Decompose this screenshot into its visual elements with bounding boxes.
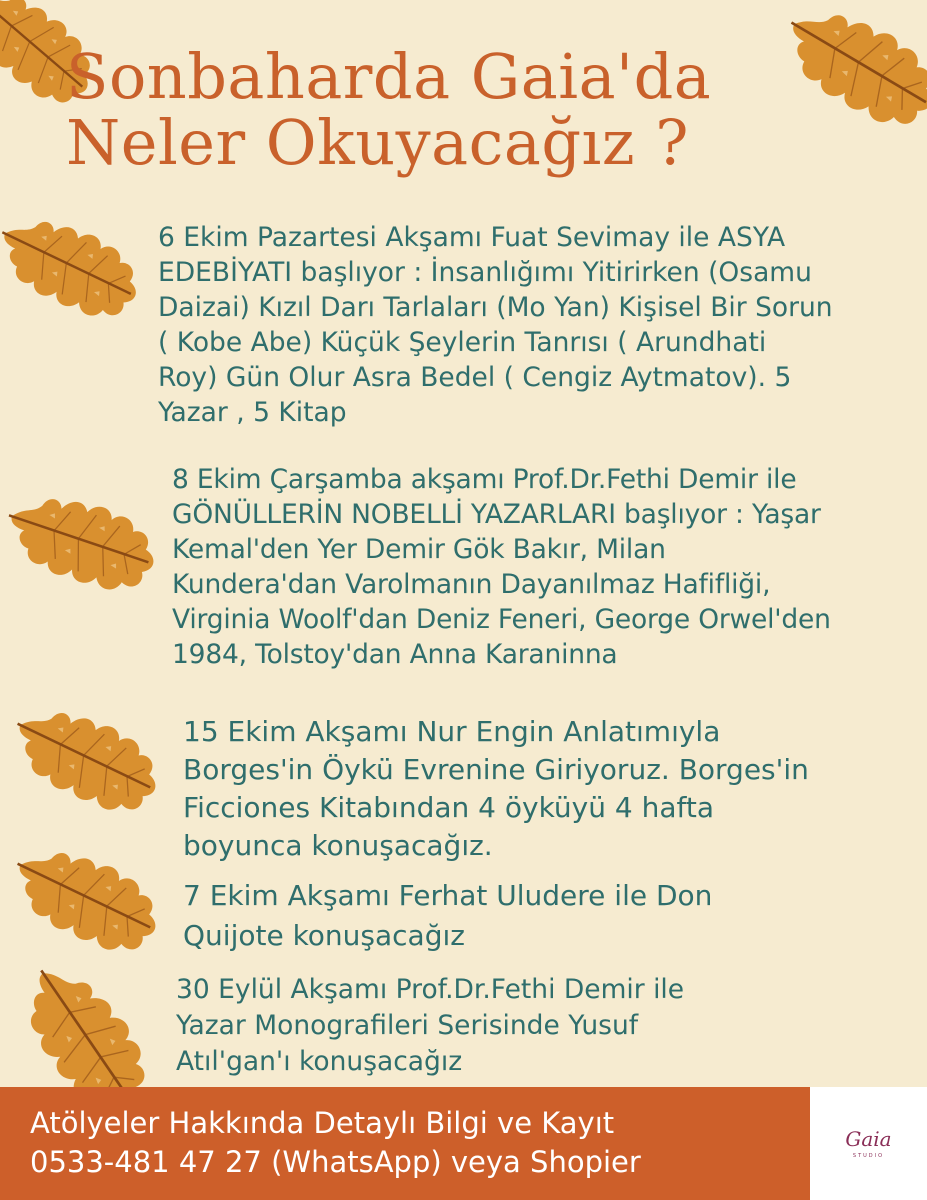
- event-don-quijote: [183, 876, 913, 956]
- event-line: 1984, Tolstoy'dan Anna Karaninna: [172, 639, 618, 670]
- event-line: EDEBİYATI başlıyor : İnsanlığımı Yitirirken (Osamu: [158, 257, 812, 288]
- footer-info-line: Atölyeler Hakkında Detaylı Bilgi ve Kayıt: [30, 1106, 615, 1140]
- event-borges: [183, 713, 913, 865]
- event-line: 7 Ekim Akşamı Ferhat Uludere ile Don: [183, 879, 713, 912]
- event-line: Ficciones Kitabından 4 öyküyü 4 hafta: [183, 791, 715, 824]
- title-line-2: Neler Okuyacağız ?: [66, 106, 689, 179]
- event-line: Roy) Gün Olur Asra Bedel ( Cengiz Aytmatov). 5: [158, 362, 792, 393]
- event-line: Kemal'den Yer Demir Gök Bakır, Milan: [172, 534, 666, 565]
- event-line: Kundera'dan Varolmanın Dayanılmaz Hafifliği,: [172, 569, 771, 600]
- event-line: Yazar Monografileri Serisinde Yusuf: [176, 1010, 639, 1041]
- event-line: Borges'in Öykü Evrenine Giriyoruz. Borges'in: [183, 753, 809, 786]
- footer-banner: [0, 1087, 810, 1200]
- event-line: ( Kobe Abe) Küçük Şeylerin Tanrısı ( Arundhati: [158, 327, 767, 358]
- event-line: 8 Ekim Çarşamba akşamı Prof.Dr.Fethi Demir ile: [172, 464, 797, 495]
- event-line: GÖNÜLLERİN NOBELLİ YAZARLARI başlıyor : Yaşar: [172, 499, 821, 530]
- oak-leaf-icon: [0, 187, 164, 343]
- event-asya-edebiyati: [158, 220, 918, 430]
- event-line: Virginia Woolf'dan Deniz Feneri, George Orwel'den: [172, 604, 831, 635]
- event-line: boyunca konuşacağız.: [183, 829, 493, 862]
- event-line: Daizai) Kızıl Darı Tarlaları (Mo Yan) Kişisel Bir Sorun: [158, 292, 833, 323]
- logo-text: Gaia: [845, 1127, 892, 1151]
- event-line: Yazar , 5 Kitap: [158, 397, 347, 428]
- event-line: 30 Eylül Akşamı Prof.Dr.Fethi Demir ile: [176, 974, 685, 1005]
- event-line: 15 Ekim Akşamı Nur Engin Anlatımıyla: [183, 715, 721, 748]
- logo: [810, 1087, 927, 1200]
- event-yusuf-atilgan: [176, 972, 906, 1080]
- logo-subtitle: STUDIO: [852, 1153, 885, 1159]
- event-line: Quijote konuşacağız: [183, 919, 465, 952]
- footer-contact-line: 0533-481 47 27 (WhatsApp) veya Shopier: [30, 1145, 641, 1179]
- title-line-1: Sonbaharda Gaia'da: [66, 40, 712, 113]
- event-line: Atıl'gan'ı konuşacağız: [176, 1046, 463, 1077]
- event-nobelli-yazarlar: [172, 462, 927, 672]
- oak-leaf-icon: [0, 468, 177, 613]
- event-line: 6 Ekim Pazartesi Akşamı Fuat Sevimay ile ASYA: [158, 222, 786, 253]
- oak-leaf-icon: [0, 676, 185, 839]
- page-title: [66, 40, 886, 179]
